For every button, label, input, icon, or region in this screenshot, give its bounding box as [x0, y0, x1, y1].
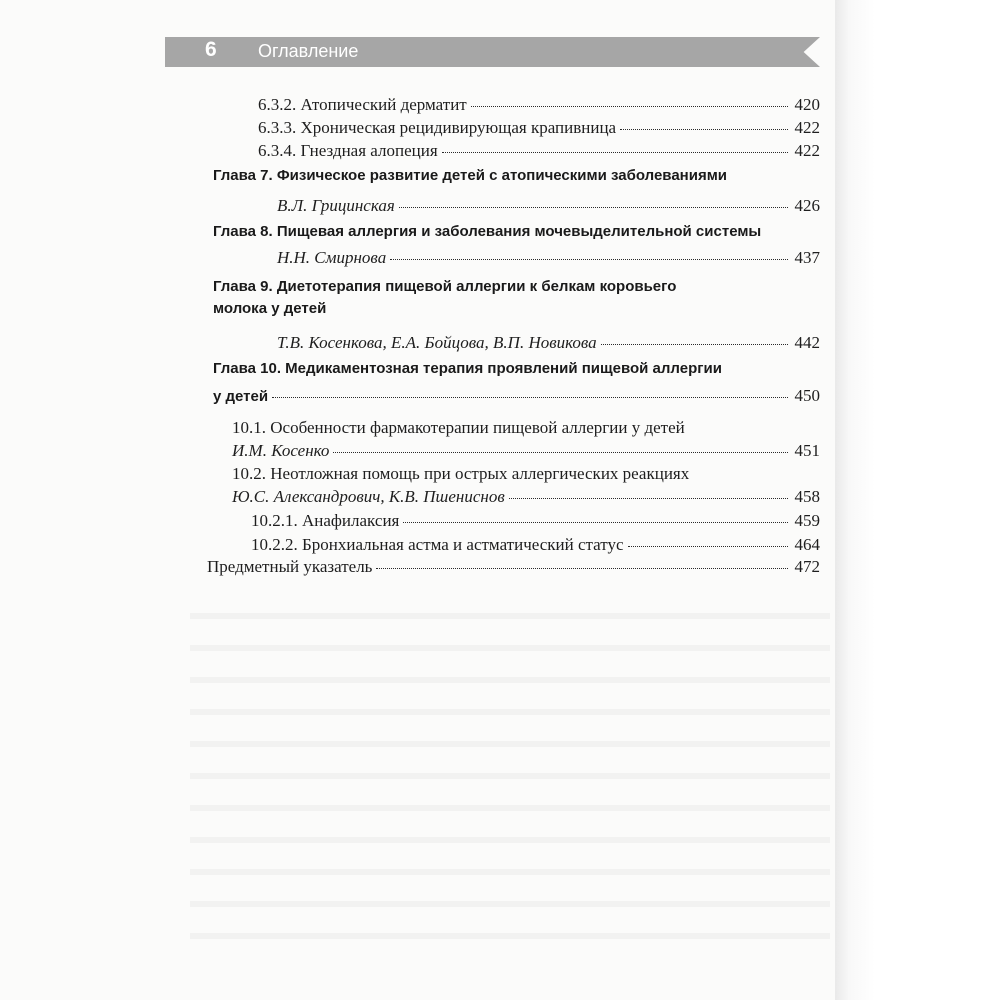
- toc-entry-title: 10.1. Особенности фармакотерапии пищевой аллергии у детей: [232, 418, 685, 437]
- chapter-8-author: Н.Н. Смирнова: [277, 248, 387, 267]
- dot-leader: [376, 568, 788, 569]
- toc-page-number: 458: [794, 487, 820, 506]
- chapter-9-title-line-2[interactable]: молока у детей: [213, 300, 327, 317]
- toc-entry-6-3-2[interactable]: [258, 95, 820, 115]
- dot-leader: [272, 397, 788, 398]
- toc-page-number: 451: [794, 441, 820, 460]
- dot-leader: [471, 106, 788, 107]
- section-10-1-author: И.М. Косенко: [232, 441, 330, 460]
- toc-page-number: 420: [794, 95, 820, 114]
- toc-entry-10-2-title[interactable]: [232, 464, 820, 484]
- dot-leader: [399, 207, 788, 208]
- toc-entry-title: 10.2.2. Бронхиальная астма и астматический статус: [251, 535, 624, 554]
- toc-entry-chapter-8[interactable]: [277, 248, 820, 268]
- dot-leader: [403, 522, 788, 523]
- dot-leader: [628, 546, 788, 547]
- toc-entry-index[interactable]: [207, 557, 820, 577]
- toc-page-number: 422: [794, 141, 820, 160]
- chapter-9-authors: Т.В. Косенкова, Е.А. Бойцова, В.П. Новикова: [277, 333, 597, 352]
- chapter-9-title-line-1[interactable]: Глава 9. Диетотерапия пищевой аллергии к белкам коровьего: [213, 278, 677, 295]
- toc-entry-title: 6.3.2. Атопический дерматит: [258, 95, 467, 114]
- toc-page-number: 450: [794, 386, 820, 405]
- dot-leader: [333, 452, 788, 453]
- chapter-7-title[interactable]: Глава 7. Физическое развитие детей с атопическими заболеваниями: [213, 167, 728, 184]
- dot-leader: [509, 498, 788, 499]
- toc-page-number: 464: [794, 535, 820, 554]
- page-number: 6: [205, 38, 217, 61]
- toc-entry-title: 6.3.4. Гнездная алопеция: [258, 141, 438, 160]
- toc-entry-6-3-3[interactable]: [258, 118, 820, 138]
- toc-page-number: 459: [794, 511, 820, 530]
- page-edge-shadow: [835, 0, 1000, 1000]
- toc-page-number: 437: [794, 248, 820, 267]
- chapter-10-title-line-1[interactable]: Глава 10. Медикаментозная терапия проявлений пищевой аллергии: [213, 360, 722, 377]
- toc-entry-10-2-1[interactable]: [251, 511, 820, 531]
- chapter-7-author: В.Л. Грицинская: [277, 196, 395, 215]
- toc-entry-chapter-9[interactable]: [277, 333, 820, 353]
- dot-leader: [620, 129, 788, 130]
- chapter-10-title-line-2: у детей: [213, 388, 269, 405]
- toc-entry-10-1-title[interactable]: [232, 418, 820, 438]
- toc-entry-chapter-10[interactable]: [213, 386, 820, 408]
- bleed-through-texture: [190, 595, 830, 955]
- toc-entry-chapter-7[interactable]: [277, 196, 820, 216]
- toc-page-number: 472: [794, 557, 820, 576]
- toc-page-number: 422: [794, 118, 820, 137]
- toc-entry-title: Предметный указатель: [207, 557, 373, 576]
- dot-leader: [390, 259, 788, 260]
- section-10-2-authors: Ю.С. Александрович, К.В. Пшениснов: [232, 487, 505, 506]
- toc-entry-10-2-2[interactable]: [251, 535, 820, 555]
- toc-page-number: 442: [794, 333, 820, 352]
- toc-entry-title: 10.2. Неотложная помощь при острых аллергических реакциях: [232, 464, 690, 483]
- dot-leader: [601, 344, 788, 345]
- dot-leader: [442, 152, 788, 153]
- toc-entry-title: 10.2.1. Анафилаксия: [251, 511, 400, 530]
- toc-page-number: 426: [794, 196, 820, 215]
- running-title: Оглавление: [258, 41, 359, 61]
- toc-entry-title: 6.3.3. Хроническая рецидивирующая крапивница: [258, 118, 617, 137]
- chapter-8-title[interactable]: Глава 8. Пищевая аллергия и заболевания мочевыделительной системы: [213, 223, 762, 240]
- toc-entry-10-2[interactable]: [232, 487, 820, 507]
- toc-entry-10-1[interactable]: [232, 441, 820, 461]
- toc-entry-6-3-4[interactable]: [258, 141, 820, 161]
